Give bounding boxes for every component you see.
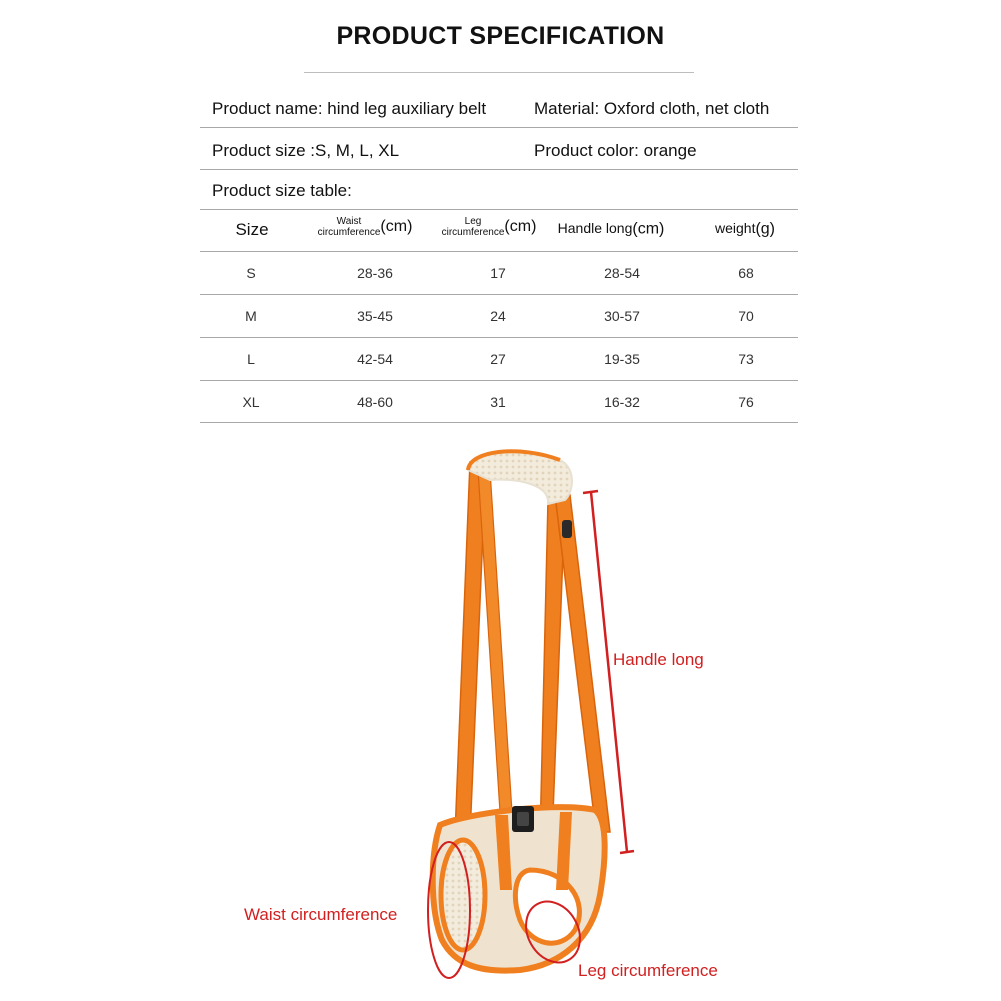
spec-product-color: Product color: orange <box>534 141 697 160</box>
cell-weight: 76 <box>738 394 754 410</box>
cell-handle: 28-54 <box>604 265 640 281</box>
header-leg <box>424 216 554 238</box>
title-divider <box>304 72 694 73</box>
cell-waist: 35-45 <box>357 308 393 324</box>
cell-leg: 27 <box>490 351 506 367</box>
center-buckle-icon <box>512 806 534 832</box>
cell-size: M <box>245 308 257 324</box>
row-divider <box>200 380 798 381</box>
cell-size: S <box>246 265 256 281</box>
cell-waist: 42-54 <box>357 351 393 367</box>
header-waist-top: Waist <box>336 216 362 227</box>
cell-waist: 28-36 <box>357 265 393 281</box>
table-top-divider <box>200 209 798 210</box>
spec-material: Material: Oxford cloth, net cloth <box>534 99 770 118</box>
spec-divider-2 <box>200 169 798 170</box>
header-leg-bottom: circumference <box>441 227 505 238</box>
harness-illustration <box>0 440 1001 1000</box>
spec-product-size: Product size :S, M, L, XL <box>212 141 400 160</box>
cell-size: L <box>247 351 255 367</box>
annotation-waist-circumference: Waist circumference <box>244 905 398 924</box>
header-handle-unit: (cm) <box>632 220 665 238</box>
cell-leg: 17 <box>490 265 506 281</box>
table-bottom-divider <box>200 422 798 423</box>
header-waist-unit: (cm) <box>380 218 413 235</box>
header-leg-top: Leg <box>464 216 482 227</box>
header-waist-bottom: circumference <box>317 227 381 238</box>
cell-handle: 19-35 <box>604 351 640 367</box>
cell-size: XL <box>242 394 260 410</box>
header-divider <box>200 251 798 252</box>
cell-waist: 48-60 <box>357 394 393 410</box>
spec-divider-1 <box>200 127 798 128</box>
spec-product-name: Product name: hind leg auxiliary belt <box>212 99 487 118</box>
cell-weight: 68 <box>738 265 754 281</box>
page-title: PRODUCT SPECIFICATION <box>336 22 665 50</box>
row-divider <box>200 294 798 295</box>
annotation-leg-circumference: Leg circumference <box>578 961 718 980</box>
right-outer-strap <box>555 495 610 832</box>
row-divider <box>200 337 798 338</box>
cell-handle: 30-57 <box>604 308 640 324</box>
annotation-handle-long: Handle long <box>613 650 704 669</box>
header-size: Size <box>235 220 269 239</box>
left-inner-strap <box>478 470 512 812</box>
header-handle-label: Handle long <box>557 220 633 236</box>
cell-leg: 24 <box>490 308 506 324</box>
cell-weight: 73 <box>738 351 754 367</box>
header-weight-label: weight <box>714 220 756 236</box>
buckle-icon <box>562 520 572 538</box>
cell-leg: 31 <box>490 394 506 410</box>
cell-handle: 16-32 <box>604 394 640 410</box>
header-weight-unit: (g) <box>755 220 776 238</box>
cell-weight: 70 <box>738 308 754 324</box>
header-weight <box>690 220 800 238</box>
header-leg-unit: (cm) <box>504 218 537 235</box>
header-waist <box>300 216 430 238</box>
header-handle <box>546 220 676 238</box>
spec-size-table-label: Product size table: <box>212 181 352 200</box>
